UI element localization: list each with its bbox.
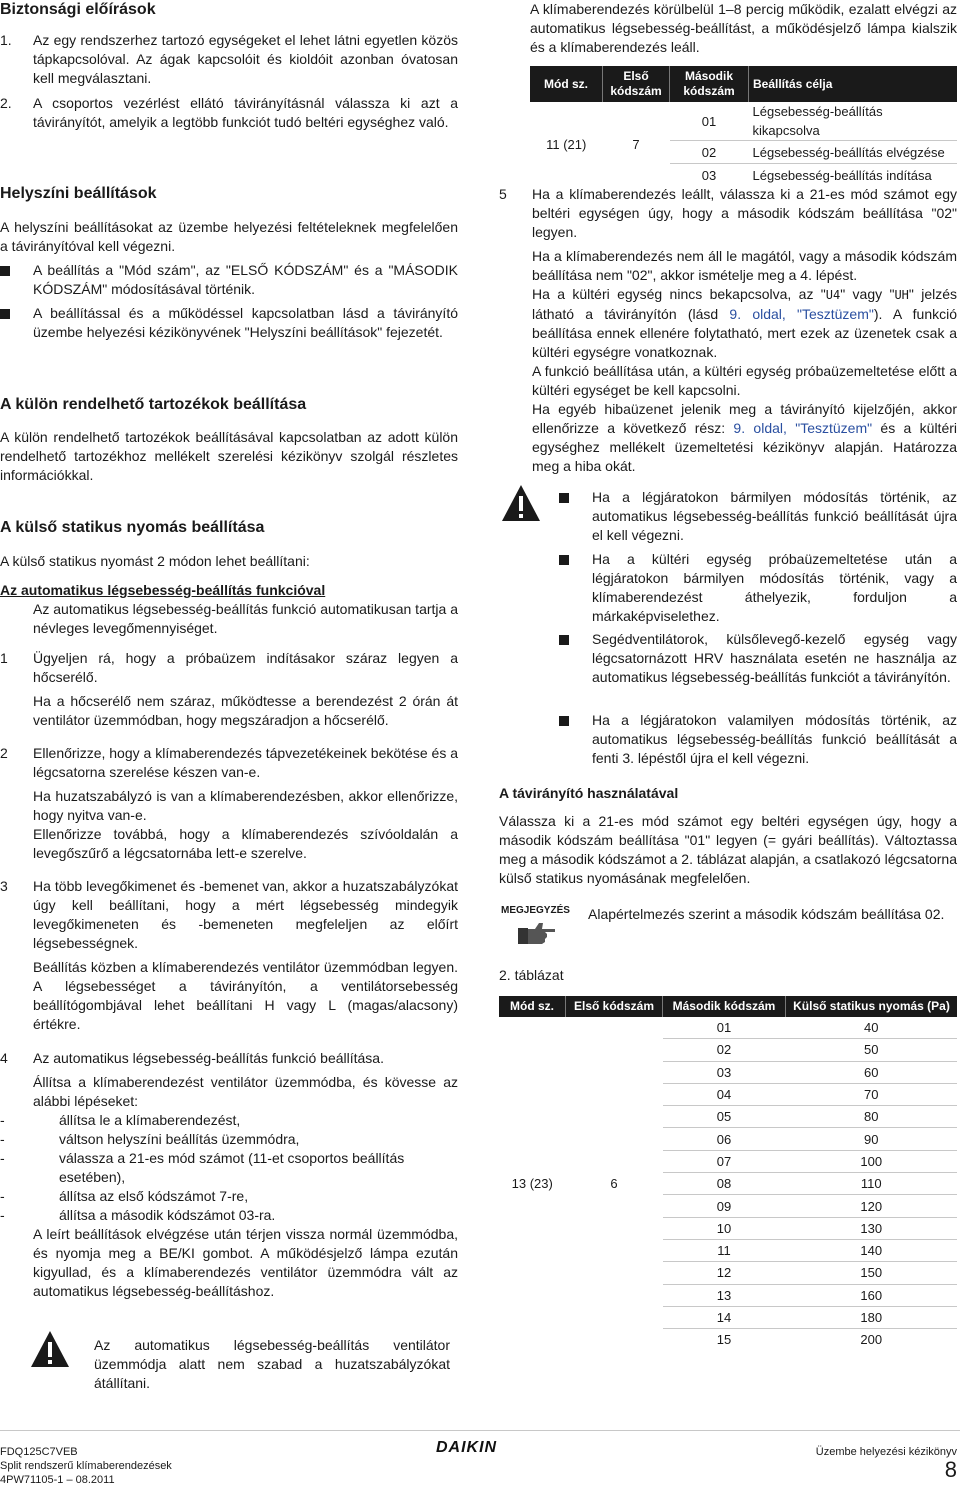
bullet-square-icon bbox=[0, 266, 10, 276]
second-code-cell: 05 bbox=[663, 1106, 786, 1128]
table-header-row: Mód sz. Első kódszám Második kódszám Külső statikus nyomás (Pa) bbox=[499, 996, 957, 1017]
table-row bbox=[499, 1017, 957, 1039]
pressure-cell: 120 bbox=[786, 1195, 958, 1217]
step-4: 4 Az automatikus légsebesség-beállítás funkció beállítása. Állítsa a klímaberendezést ventilátor üzemmódba, és kövesse az alábbi lépéseket: - állítsa le a klímaberendezést, - váltson helyszíni beállítás üzemmódra, - válassza a 21-es mód számot (11-et csoportos beállítás esetében), - állítsa az első kódszámot 7-re, - állítsa a második kódszámot 03-ra. A leírt beállítások elvégzése után térjen vissza normál üzemmódba, és nyomja meg a BE/KI gombot. A működésjelző lámpa ezután kigyullad, és a klímaberendezés ventilátor üzemmódra vált az automatikus légsebesség-beállításhoz. bbox=[0, 1050, 458, 1299]
table-row: 02 Légsebesség-beállítás elvégzése bbox=[530, 141, 957, 164]
auto-function-text: Az automatikus légsebesség-beállítás funkció automatikusan tartja a névleges levegőmennyiséget. bbox=[33, 601, 458, 636]
bullet-square-icon bbox=[559, 635, 569, 645]
second-code-cell: 01 bbox=[716, 1020, 732, 1036]
pressure-cell: 70 bbox=[786, 1083, 958, 1105]
footer-manual: Üzembe helyezési kézikönyv bbox=[815, 1446, 957, 1458]
note-label: MEGJEGYZÉS bbox=[501, 905, 570, 916]
static-pressure-table bbox=[499, 996, 957, 1350]
field-settings-intro: A helyszíni beállításokat az üzembe helyezési feltételeknek megfelelően a távirányítóval kell végezni. bbox=[0, 219, 458, 254]
pressure-cell: 200 bbox=[786, 1329, 958, 1351]
second-code-cell: 14 bbox=[663, 1306, 786, 1328]
pressure-title: A külső statikus nyomás beállítása bbox=[0, 519, 265, 536]
mode-cell: 13 (23) bbox=[511, 1176, 553, 1192]
table-row: 03 Légsebesség-beállítás indítása bbox=[530, 164, 957, 187]
second-code-cell: 03 bbox=[663, 1061, 786, 1083]
second-code-cell: 07 bbox=[663, 1150, 786, 1172]
second-code-cell: 04 bbox=[663, 1083, 786, 1105]
col-purpose: Beállítás célja bbox=[749, 66, 958, 102]
warning-bullet-2: Ha a kültéri egység próbaüzemeltetése után a légjáratokon bármilyen módosítás történik, vagy a klímaberendezést áthelyezik, forduljon a márkaképviselethez. bbox=[559, 550, 957, 626]
pressure-cell: 50 bbox=[786, 1039, 958, 1061]
bullet-square-icon bbox=[559, 716, 569, 726]
second-code-cell: 15 bbox=[663, 1329, 786, 1351]
pressure-cell: 180 bbox=[786, 1306, 958, 1328]
table-row: 11 (21) 7 01 Légsebesség-beállítás kikapcsolva bbox=[530, 102, 957, 141]
footer-left bbox=[0, 1445, 172, 1487]
pressure-cell: 160 bbox=[786, 1284, 958, 1306]
footer-model: FDQ125C7VEB bbox=[0, 1446, 78, 1458]
first-code-cell: 7 bbox=[632, 136, 640, 152]
step-4-dash-list: - állítsa le a klímaberendezést, - váltson helyszíni beállítás üzemmódra, - válassza a 21-es mód számot (11-et csoportos beállítás esetében), - állítsa az első kódszámot 7-re, - állítsa a második kódszámot 03-ra. bbox=[0, 1112, 405, 1223]
static-pressure-table-body bbox=[499, 1017, 957, 1350]
second-code-cell: 02 bbox=[663, 1039, 786, 1061]
accessories-text: A külön rendelhető tartozékok beállításával kapcsolatban az adott külön rendelhető tartozékhoz mellékelt szerelési kézikönyv szolgál részletes információkkal. bbox=[0, 429, 458, 483]
field-settings-title: Helyszíni beállítások bbox=[0, 185, 157, 202]
pressure-cell: 90 bbox=[786, 1128, 958, 1150]
second-code-cell: 06 bbox=[663, 1128, 786, 1150]
second-code-cell: 13 bbox=[663, 1284, 786, 1306]
safety-item-1: 1. Az egy rendszerhez tartozó egységeket el lehet látni egyetlen közös tápkapcsolóval. Az ágak kapcsolóit és kioldóit azonban óvatosan kell megválasztani. bbox=[0, 32, 458, 86]
pressure-cell: 100 bbox=[786, 1150, 958, 1172]
field-bullet-1: A beállítás a "Mód szám", az "ELSŐ KÓDSZÁM" és a "MÁSODIK KÓDSZÁM" módosításával történik. bbox=[0, 261, 458, 299]
duration-intro: A klímaberendezés körülbelül 1–8 percig működik, ezalatt elvégzi az automatikus légsebesség-beállítást, a működésjelző lámpa kialszik és a klímaberendezés leáll. bbox=[530, 1, 957, 55]
step-3: 3 Ha több levegőkimenet és -bemenet van, akkor a huzatszabályzókat úgy kell beállítani, hogy a mért légsebesség mindegyik levegőkimeneten és -bemeneten megfeleljen az előírt légsebességnek. Beállítás közben a klímaberendezés ventilátor üzemmódban legyen. A légsebességet a távirányítón, a ventilátorsebesség beállítógombjával lehet beállítani H vagy L (magas/alacsony) értékre. bbox=[0, 878, 458, 1032]
footer-subtitle: Split rendszerű klímaberendezések bbox=[0, 1460, 172, 1472]
page-number: 8 bbox=[944, 1457, 957, 1482]
accessories-title: A külön rendelhető tartozékok beállítása bbox=[0, 396, 307, 413]
pressure-cell: 60 bbox=[786, 1061, 958, 1083]
table-header-row bbox=[530, 66, 957, 102]
bullet-square-icon bbox=[0, 309, 10, 319]
warning-bullet-3: Segédventilátorok, külsőlevegő-kezelő egység vagy légcsatornázott HRV használata esetén ne használja az automatikus légsebesség-beállítás funkciót a távirányítón. bbox=[559, 630, 957, 687]
seg-code-u4: U4 bbox=[825, 288, 841, 302]
step-2: 2 Ellenőrizze, hogy a klímaberendezés tápvezetékeinek bekötése és a légcsatorna szerelése készen van-e. Ha huzatszabályzó is van a klímaberendezésben, akkor ellenőrizze, hogy nyitva van-e. Ellenőrizze továbbá, hogy a klímaberendezés szívóoldalán a levegőszűrő a légcsatornába lett-e szerelve. bbox=[0, 745, 458, 861]
first-code-cell: 6 bbox=[610, 1176, 618, 1192]
warning-bullet-1: Ha a légjáratokon bármilyen módosítás történik, az automatikus légsebesség-beállítás funkció beállítását újra el kell végezni. bbox=[559, 488, 957, 545]
second-code-cell: 10 bbox=[663, 1217, 786, 1239]
second-code-cell: 08 bbox=[663, 1173, 786, 1195]
bullet-square-icon bbox=[559, 493, 569, 503]
pressure-cell: 80 bbox=[786, 1106, 958, 1128]
daikin-logo: DAIKIN bbox=[436, 1439, 498, 1456]
bullet-square-icon bbox=[559, 555, 569, 565]
col-first-code: Első kódszám bbox=[603, 66, 670, 102]
link-test-run-2[interactable]: 9. oldal, "Tesztüzem" bbox=[733, 420, 873, 436]
step-1: 1 Ügyeljen rá, hogy a próbaüzem indításakor száraz legyen a hőcserélő. Ha a hőcserélő nem száraz, működtesse a berendezést 2 órán át ventilátor üzemmódban, hogy megszáradjon a hőcserélő. bbox=[0, 650, 458, 728]
col-mode: Mód sz. bbox=[530, 66, 603, 102]
link-test-run[interactable]: 9. oldal, "Tesztüzem" bbox=[729, 306, 874, 322]
table2-caption: 2. táblázat bbox=[499, 967, 564, 983]
seg-code-uh: UH bbox=[894, 288, 909, 302]
second-code-cell: 09 bbox=[663, 1195, 786, 1217]
remote-text: Válassza ki a 21-es mód számot egy beltéri egységen úgy, hogy a második kódszám beállítása "01" legyen (= gyári beállítás). Változtassa meg a második kódszámot a 2. táblázat alapján, a csatlakozó légcsatorna külső statikus nyomásának megfelelően. bbox=[499, 813, 957, 886]
pressure-cell: 110 bbox=[786, 1173, 958, 1195]
pressure-intro: A külső statikus nyomást 2 módon lehet beállítani: bbox=[0, 553, 310, 569]
footer-rule bbox=[0, 1430, 960, 1431]
safety-title: Biztonsági előírások bbox=[0, 1, 156, 18]
second-code-cell: 11 bbox=[663, 1239, 786, 1261]
step-5: 5 Ha a klímaberendezés leállt, válassza ki a 21-es mód számot egy beltéri egységen úgy, hogy a második kódszám beállítása "02" legyen. Ha a klímaberendezés nem áll le magától, vagy a második kódszám beállítása nem "02", akkor ismételje meg a 4. lépést. Ha a kültéri egység nincs bekapcsolva, az "U4" vagy "UH" jelzés látható a távirányítón (lásd 9. oldal, "Tesztüzem"). A funkció beállítása ennek ellenére folytatható, mert ezek az üzenetek csak a kültéri egységre vonatkoznak. A funkció beállítása után, a kültéri egység próbaüzemeltetése előtt a kültéri egységet be kell kapcsolni. Ha egyéb hibaüzenet jelenik meg a távirányító kijelzőjén, akkor ellenőrizze a következő rész: 9. oldal, "Tesztüzem" és a kültéri egységhez mellékelt üzemeltetési kézikönyv alapján. Határozza meg a hiba okát. bbox=[499, 186, 958, 474]
warning-bullet-4: Ha a légjáratokon valamilyen módosítás történik, az automatikus légsebesség-beállítás funkció beállítását a fenti 3. lépéstől újra el kell végezni. bbox=[559, 711, 957, 768]
pressure-cell: 140 bbox=[786, 1239, 958, 1261]
col-second-code: Második kódszám bbox=[670, 66, 749, 102]
remote-title: A távirányító használatával bbox=[499, 785, 679, 801]
warning-triangle-icon bbox=[501, 484, 541, 522]
warning-text: Az automatikus légsebesség-beállítás ventilátor üzemmódja alatt nem szabad a huzatszabályzókat átállítani. bbox=[94, 1337, 450, 1391]
warning-triangle-icon bbox=[30, 1330, 70, 1368]
note-text: Alapértelmezés szerint a második kódszám beállítása 02. bbox=[588, 906, 945, 922]
pointing-hand-icon bbox=[517, 920, 557, 946]
second-code-cell: 12 bbox=[663, 1262, 786, 1284]
mode-cell: 11 (21) bbox=[546, 136, 587, 152]
air-volume-setting-table bbox=[530, 66, 957, 186]
field-bullet-2: A beállítással és a működéssel kapcsolatban lásd a távirányító üzembe helyezési kézikönyvének "Helyszíni beállítások" fejezetét. bbox=[0, 304, 458, 342]
auto-function-title: Az automatikus légsebesség-beállítás funkcióval bbox=[0, 582, 326, 598]
footer-docnum: 4PW71105-1 – 08.2011 bbox=[0, 1474, 115, 1486]
pressure-cell: 150 bbox=[786, 1262, 958, 1284]
pressure-cell: 130 bbox=[786, 1217, 958, 1239]
safety-item-2: 2. A csoportos vezérlést ellátó távirányításnál válassza ki azt a távirányítót, amelyik a legtöbb funkciót tudó beltéri egységhez való. bbox=[0, 95, 458, 130]
pressure-cell: 40 bbox=[864, 1020, 879, 1036]
